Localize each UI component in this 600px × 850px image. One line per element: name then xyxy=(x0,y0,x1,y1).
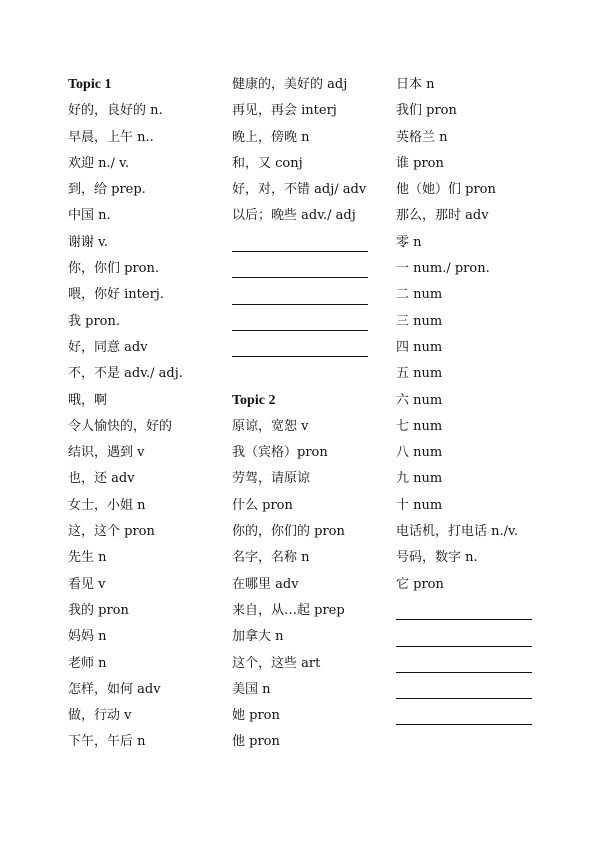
vocab-entry: 也，还 adv xyxy=(68,471,135,487)
vocab-entry: 谢谢 v. xyxy=(68,234,109,250)
vocab-entry: 八 num xyxy=(396,445,443,461)
vocab-entry: 劳驾，请原谅 xyxy=(232,471,311,487)
vocab-entry: 这，这个 pron xyxy=(68,524,155,540)
vocab-entry: 二 num xyxy=(396,287,443,303)
vocab-entry: 好，同意 adv xyxy=(68,339,148,355)
underline-rule xyxy=(232,304,368,305)
vocab-entry: 我（宾格）pron xyxy=(232,445,328,461)
vocab-entry: 喂，你好 interj. xyxy=(68,287,164,303)
vocab-entry: 日本 n xyxy=(396,77,435,92)
vocab-entry: 零 n xyxy=(396,234,422,250)
vocab-column-2 xyxy=(232,72,382,756)
blank-answer-line xyxy=(396,624,546,650)
vocab-entry: 早晨，上午 n.. xyxy=(68,129,154,145)
vocab-entry: 下午，午后 n xyxy=(68,734,146,750)
vocab-entry: 好的，良好的 n. xyxy=(68,103,163,119)
vocab-entry: 看见 v xyxy=(68,576,106,592)
blank-answer-line xyxy=(396,677,546,703)
vocab-entry: 什么 pron xyxy=(232,497,293,513)
vocab-entry: 结识，遇到 v xyxy=(68,445,145,461)
blank-answer-line xyxy=(232,230,382,256)
vocab-entry: 令人愉快的，好的 xyxy=(68,418,173,434)
vocab-entry: 十 num xyxy=(396,497,443,513)
vocab-entry: 中国 n. xyxy=(68,208,111,224)
vocab-entry: 你的，你们的 pron xyxy=(232,524,345,540)
vocab-entry: 我的 pron xyxy=(68,602,129,618)
topic-heading: Topic 1 xyxy=(68,77,112,92)
vocab-entry: 美国 n xyxy=(232,681,271,697)
vocab-entry: 好，对，不错 adj/ adv xyxy=(232,182,367,198)
vocab-entry: 在哪里 adv xyxy=(232,576,299,592)
vocab-entry: 妈妈 n xyxy=(68,629,107,645)
vocab-column-1 xyxy=(68,72,218,756)
vocab-entry: 哦，啊 xyxy=(68,392,108,408)
vocab-entry: 一 num./ pron. xyxy=(396,261,490,277)
blank-answer-line xyxy=(232,309,382,335)
vocab-entry: 老师 n xyxy=(68,655,107,671)
blank-answer-line xyxy=(396,598,546,624)
vocab-entry: 来自，从…起 prep xyxy=(232,602,345,618)
vocab-entry: 欢迎 n./ v. xyxy=(68,155,130,171)
underline-rule xyxy=(232,277,368,278)
vocab-entry: 健康的，美好的 adj xyxy=(232,77,348,92)
vocab-entry: 我们 pron xyxy=(396,103,457,119)
vocab-entry: 英格兰 n xyxy=(396,129,448,145)
vocab-entry: 他 pron xyxy=(232,734,280,750)
vocab-entry: 谁 pron xyxy=(396,155,444,171)
vocab-entry: 先生 n xyxy=(68,550,107,566)
vocab-entry: 我 pron. xyxy=(68,313,121,329)
vocab-entry: 怎样，如何 adv xyxy=(68,681,161,697)
vocab-entry: 你，你们 pron. xyxy=(68,261,160,277)
vocab-entry: 做，行动 v xyxy=(68,708,132,724)
underline-rule xyxy=(396,724,532,725)
blank-answer-line xyxy=(232,335,382,361)
vocab-entry: 名字，名称 n xyxy=(232,550,310,566)
vocab-entry: 七 num xyxy=(396,418,443,434)
underline-rule xyxy=(232,330,368,331)
blank-answer-line xyxy=(396,651,546,677)
vocab-entry: 三 num xyxy=(396,313,443,329)
vocab-entry: 电话机，打电话 n./v. xyxy=(396,524,518,540)
vocab-entry: 不，不是 adv./ adj. xyxy=(68,366,183,382)
underline-rule xyxy=(396,619,532,620)
vocab-entry: 他（她）们 pron xyxy=(396,182,496,198)
vocab-entry: 六 num xyxy=(396,392,443,408)
underline-rule xyxy=(232,356,368,357)
blank-answer-line xyxy=(232,282,382,308)
vocab-entry: 它 pron xyxy=(396,576,444,592)
vocab-entry: 五 num xyxy=(396,366,443,382)
blank-answer-line xyxy=(396,703,546,729)
vocab-entry: 那么，那时 adv xyxy=(396,208,489,224)
underline-rule xyxy=(396,698,532,699)
underline-rule xyxy=(232,251,368,252)
underline-rule xyxy=(396,646,532,647)
topic-heading: Topic 2 xyxy=(232,392,276,408)
vocab-entry: 这个，这些 art xyxy=(232,655,321,671)
vocab-entry: 女士，小姐 n xyxy=(68,497,146,513)
blank-answer-line xyxy=(232,256,382,282)
underline-rule xyxy=(396,672,532,673)
vocab-entry: 以后；晚些 adv./ adj xyxy=(232,208,356,224)
vocab-entry: 再见，再会 interj xyxy=(232,103,337,119)
vocab-entry: 她 pron xyxy=(232,708,280,724)
vocab-entry: 号码，数字 n. xyxy=(396,550,478,566)
vocab-column-3 xyxy=(396,72,546,729)
vocab-entry: 到，给 prep. xyxy=(68,182,146,198)
vocab-entry: 和，又 conj xyxy=(232,155,303,171)
vocab-entry: 晚上，傍晚 n xyxy=(232,129,310,145)
vocab-entry: 九 num xyxy=(396,471,443,487)
vocab-entry: 原谅，宽恕 v xyxy=(232,418,309,434)
vocab-entry: 四 num xyxy=(396,339,443,355)
vocab-entry: 加拿大 n xyxy=(232,629,284,645)
section-spacer xyxy=(232,361,382,387)
